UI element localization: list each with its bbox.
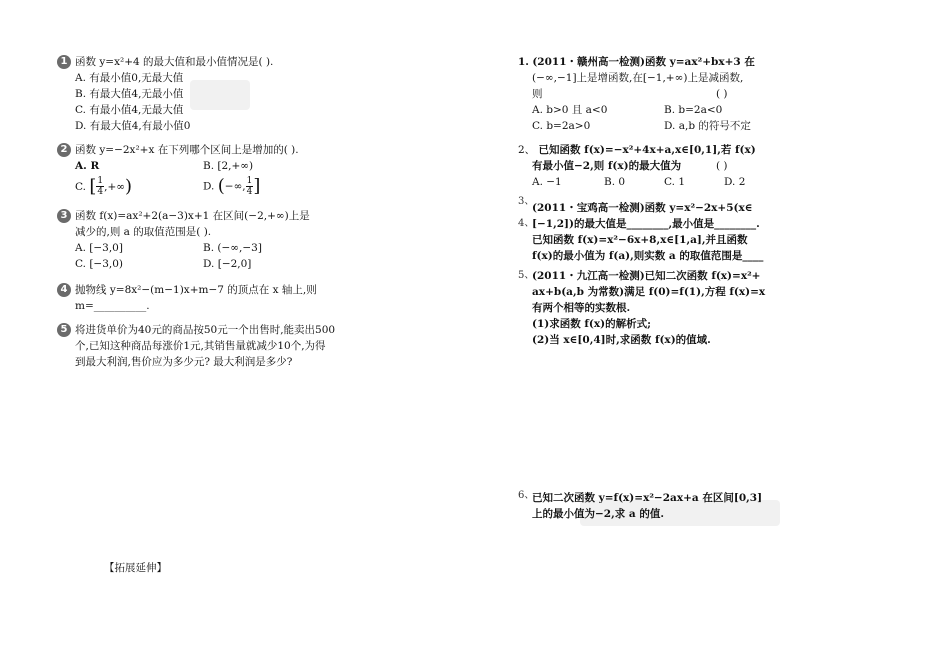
right-bracket: ]: [253, 175, 261, 197]
question-stem-cont: 上的最小值为−2,求 a 的值.: [532, 508, 665, 520]
question-stem: 已知函数 f(x)=x²−6x+8,x∈[1,a],并且函数: [532, 234, 748, 246]
sub-question-2: (2)当 x∈[0,4]时,求函数 f(x)的值域.: [532, 334, 711, 346]
right-paren: ): [125, 175, 133, 197]
question-number: 3、: [518, 196, 535, 207]
question-5: [57, 322, 335, 370]
option-c: C. 1: [664, 176, 686, 188]
question-stem-cont: m=__________.: [75, 300, 150, 312]
right-question-1: [518, 54, 755, 134]
option-d: D. 有最大值4,有最小值0: [75, 120, 191, 132]
question-number: 2、: [518, 144, 536, 156]
option-b: B. b=2a<0: [664, 104, 723, 116]
question-stem-cont: 减少的,则 a 的取值范围是( ).: [75, 226, 212, 238]
question-stem-cont: 个,已知这种商品每涨价1元,其销售量就减少10个,为得: [75, 340, 326, 352]
question-number-badge: 3: [57, 209, 71, 223]
question-number: 4、: [518, 218, 535, 229]
fraction-denominator: 4: [97, 187, 104, 197]
right-question-3-cont: [532, 216, 760, 232]
question-stem: (2011・九江高一检测)已知二次函数 f(x)=x²+: [532, 270, 761, 282]
option-b: B. 0: [604, 176, 626, 188]
option-d: [203, 176, 260, 197]
question-number: 1.: [518, 56, 529, 68]
option-a: A. [−3,0]: [75, 242, 123, 254]
left-bracket: [: [89, 175, 97, 197]
question-stem: 函数 y=−2x²+x 在下列哪个区间上是增加的( ).: [75, 144, 299, 156]
right-question-4: [532, 232, 763, 264]
fraction-numerator: 1: [97, 176, 104, 186]
question-stem-cont: ax+b(a,b 为常数)满足 f(0)=f(1),方程 f(x)=x: [532, 286, 766, 298]
option-d-label: D.: [203, 180, 215, 193]
question-stem-cont: f(x)的最小值为 f(a),则实数 a 的取值范围是____: [532, 250, 764, 262]
question-stem: (2011・赣州高一检测)函数 y=ax²+bx+3 在: [532, 56, 755, 68]
right-question-5: [532, 268, 765, 348]
option-a: A. b>0 且 a<0: [532, 104, 608, 116]
question-number-badge: 5: [57, 323, 71, 337]
question-3: [57, 208, 310, 272]
option-d: D. [−2,0]: [203, 258, 252, 270]
question-stem-cont: 有最小值−2,则 f(x)的最大值为: [532, 160, 682, 172]
option-d: D. a,b 的符号不定: [664, 120, 751, 132]
option-c: C. 有最小值4,无最大值: [75, 104, 184, 116]
question-number-badge: 1: [57, 55, 71, 69]
option-a: A. −1: [532, 176, 562, 188]
option-c: C. [−3,0): [75, 258, 124, 270]
question-stem: (2011・宝鸡高一检测)函数 y=x²−2x+5(x∈: [532, 202, 753, 214]
question-stem: 抛物线 y=8x²−(m−1)x+m−7 的顶点在 x 轴上,则: [75, 284, 317, 296]
question-stem-cont: [−1,2])的最大值是________,最小值是________.: [532, 218, 760, 230]
fraction-numerator: 1: [246, 176, 253, 186]
answer-paren: ( ): [716, 88, 728, 100]
fraction: [96, 176, 104, 197]
fraction-denominator: 4: [246, 187, 253, 197]
question-1: [57, 54, 273, 134]
question-stem: 函数 f(x)=ax²+2(a−3)x+1 在区间(−2,+∞)上是: [75, 210, 310, 222]
question-number: 5、: [518, 270, 535, 281]
extension-section-label: 【拓展延伸】: [104, 562, 167, 574]
right-question-2: [518, 142, 756, 190]
interval-start: −∞,: [224, 180, 246, 193]
option-a: A. R: [75, 160, 100, 172]
option-d: D. 2: [724, 176, 746, 188]
question-number-badge: 2: [57, 143, 71, 157]
question-stem-cont: 有两个相等的实数根.: [532, 302, 631, 314]
option-c-label: C.: [75, 180, 86, 193]
question-stem: 已知二次函数 y=f(x)=x²−2ax+a 在区间[0,3]: [532, 492, 763, 504]
option-b: B. (−∞,−3]: [203, 242, 262, 254]
right-question-6: [532, 490, 762, 522]
question-stem: 函数 y=x²+4 的最大值和最小值情况是( ).: [75, 56, 274, 68]
question-stem: 将进货单价为40元的商品按50元一个出售时,能卖出500: [75, 324, 336, 336]
interval-end: ,+∞: [104, 180, 125, 193]
question-stem-cont: 则: [532, 88, 543, 100]
answer-paren: ( ): [716, 160, 728, 172]
question-number-badge: 4: [57, 283, 71, 297]
question-stem-cont: (−∞,−1]上是增函数,在[−1,+∞)上是减函数,: [532, 72, 744, 84]
option-a: A. 有最小值0,无最大值: [75, 72, 184, 84]
left-paren: (: [217, 175, 225, 197]
option-c: C. b=2a>0: [532, 120, 591, 132]
question-stem: 已知函数 f(x)=−x²+4x+a,x∈[0,1],若 f(x): [538, 144, 756, 156]
question-stem-cont: 到最大利润,售价应为多少元? 最大利润是多少?: [75, 356, 293, 368]
option-c: [75, 175, 133, 197]
option-b: B. [2,+∞): [203, 160, 254, 172]
question-number: 6、: [518, 490, 535, 501]
question-4: [57, 282, 317, 314]
option-b: B. 有最大值4,无最小值: [75, 88, 184, 100]
right-question-3: [532, 200, 753, 216]
question-2: [57, 142, 299, 202]
sub-question-1: (1)求函数 f(x)的解析式;: [532, 318, 651, 330]
